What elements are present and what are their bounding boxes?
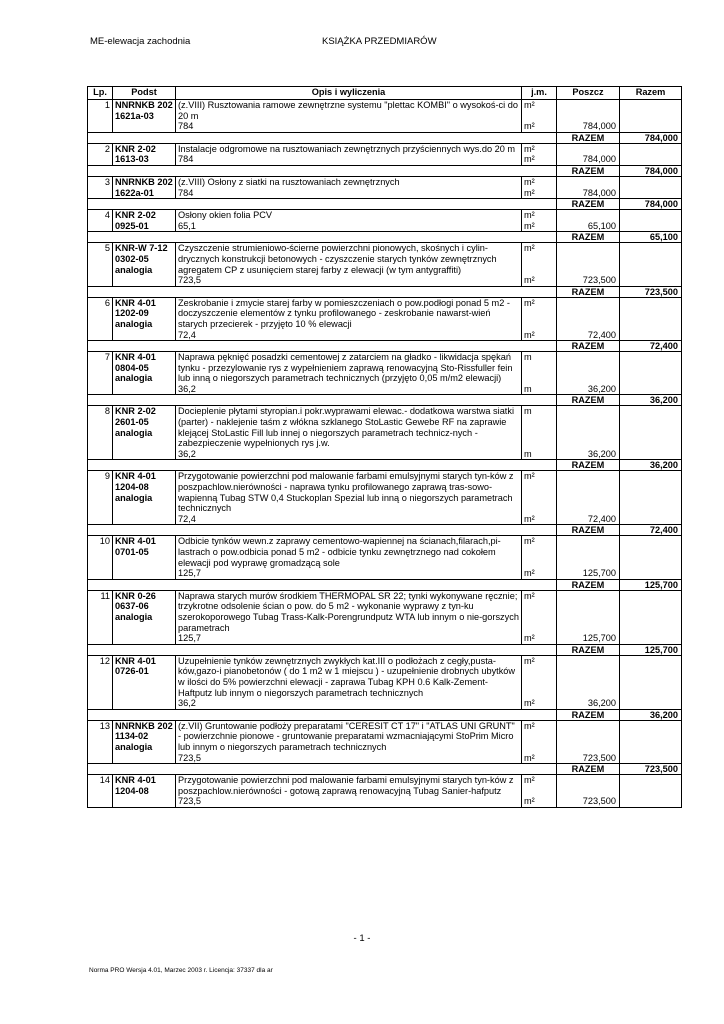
item-description: (z.VIII) Osłony z siatki na rusztowaniach zewnętrznych [178,176,400,187]
item-unit: m² [524,471,535,482]
item-quantity-formula: 72,4 [178,513,196,524]
table-row [88,406,682,460]
sum-label: RAZEM [557,232,620,243]
item-number: 6 [88,297,113,340]
item-number: 5 [88,243,113,286]
sum-value: 784,000 [620,132,682,143]
item-poszcz-value: 723,500 [582,796,616,807]
item-number: 12 [88,655,113,709]
item-description-cell [176,406,522,460]
item-quantity-formula: 723,5 [178,752,201,763]
item-unit-cell [522,243,557,286]
item-poszcz-cell [557,176,620,198]
item-description: Instalacje odgromowe na rusztowaniach zewnętrznych przyściennych wys.do 20 m [178,143,516,154]
item-quantity-formula: 125,7 [178,568,201,579]
item-quantity-formula: 36,2 [178,383,196,394]
item-unit-repeat: m² [524,187,535,198]
item-poszcz-cell [557,352,620,395]
document-header-left: ME-elewacja zachodnia [90,36,191,47]
item-description: (z.VIII) Rusztowania ramowe zewnętrzne systemu "plettac KOMBI" o wysokoś-ci do 20 m [178,100,518,121]
item-basis: KNR 0-26 0637-06 analogia [113,590,176,644]
item-basis: KNR 2-02 1613-03 [113,143,176,165]
item-number: 4 [88,210,113,232]
item-poszcz-value: 784,000 [582,121,616,132]
column-header-poszcz: Poszcz [557,87,620,100]
table-row [88,471,682,525]
sum-row-spacer [88,232,557,243]
sum-row-spacer [88,525,557,536]
item-poszcz-cell [557,590,620,644]
item-description-cell [176,536,522,579]
item-unit: m² [524,100,535,110]
item-description-cell [176,352,522,395]
item-basis: NNRNKB 202 1622a-01 [113,176,176,198]
sum-row-spacer [88,341,557,352]
sum-row [88,525,682,536]
column-header-opis: Opis i wyliczenia [176,87,522,100]
column-header-jm: j.m. [522,87,557,100]
sum-value: 65,100 [620,232,682,243]
item-poszcz-value: 72,400 [587,329,616,340]
item-razem-cell [620,352,682,395]
item-basis: KNR 2-02 0925-01 [113,210,176,232]
item-unit-repeat: m² [524,513,535,524]
sum-label: RAZEM [557,460,620,471]
item-basis: NNRNKB 202 1134-02 analogia [113,720,176,763]
item-poszcz-cell [557,243,620,286]
item-quantity-formula: 723,5 [178,796,201,807]
item-unit: m² [524,720,535,731]
sum-row [88,460,682,471]
sum-value: 784,000 [620,165,682,176]
sum-value: 125,700 [620,579,682,590]
item-description-cell [176,143,522,165]
item-unit: m² [524,655,535,666]
sum-label: RAZEM [557,199,620,210]
sum-label: RAZEM [557,644,620,655]
sum-row [88,286,682,297]
sum-value: 784,000 [620,199,682,210]
sum-value: 36,200 [620,709,682,720]
item-unit-cell [522,655,557,709]
item-razem-cell [620,536,682,579]
item-number: 13 [88,720,113,763]
item-poszcz-cell [557,720,620,763]
sum-label: RAZEM [557,525,620,536]
item-description: Odbicie tynków wewn.z zaprawy cementowo-wapiennej na ścianach,filarach,pi-lastrach o pow.odbicia ponad 5 m2 - odbicie tynku zewnętrznego nad cokołem elewacji pod wyprawę gromadzącą sole [178,536,501,568]
item-quantity-formula: 723,5 [178,275,201,286]
item-unit: m [524,352,532,363]
item-razem-cell [620,143,682,165]
item-quantity-formula: 784 [178,187,194,198]
sum-row-spacer [88,644,557,655]
table-row [88,536,682,579]
table-row [88,143,682,165]
item-description-cell [176,176,522,198]
sum-value: 723,500 [620,286,682,297]
item-description: Przygotowanie powierzchni pod malowanie farbami emulsyjnymi starych tyn-ków z poszpachlow.nierówności - gotową zaprawą renowacyjną Tubag Sanier-hafputz [178,775,514,796]
item-unit-repeat: m² [524,796,535,807]
sum-row [88,199,682,210]
sum-label: RAZEM [557,579,620,590]
column-header-razem: Razem [620,87,682,100]
sum-value: 72,400 [620,525,682,536]
item-description-cell [176,775,522,808]
item-description: Osłony okien folia PCV [178,210,272,221]
item-unit: m² [524,176,535,187]
item-basis: KNR 2-02 2601-05 analogia [113,406,176,460]
item-unit-cell [522,406,557,460]
sum-row-spacer [88,709,557,720]
item-number: 2 [88,143,113,165]
item-description: Zeskrobanie i zmycie starej farby w pomieszczeniach o pow.podłogi ponad 5 m2 - doczyszczenie elementów z tynku profilowanego - zeskrobanie nawarst-wień starych przecierek - przyjęto 10 % elewacji [178,297,510,329]
sum-label: RAZEM [557,709,620,720]
item-basis: KNR-W 7-12 0302-05 analogia [113,243,176,286]
item-basis: KNR 4-01 0701-05 [113,536,176,579]
item-unit-cell [522,143,557,165]
przedmiar-table [87,86,682,808]
item-description-cell [176,210,522,232]
sum-row [88,579,682,590]
sum-row-spacer [88,460,557,471]
table-row [88,100,682,133]
item-unit-repeat: m² [524,275,535,286]
item-description-cell [176,297,522,340]
item-unit-cell [522,297,557,340]
item-unit-repeat: m [524,448,532,459]
item-unit: m² [524,590,535,601]
sum-row [88,644,682,655]
item-number: 14 [88,775,113,808]
sum-value: 125,700 [620,644,682,655]
sum-label: RAZEM [557,132,620,143]
item-unit-repeat: m² [524,568,535,579]
sum-row [88,395,682,406]
item-description: Uzupełnienie tynków zewnętrznych zwykłych kat.III o podłożach z cegły,pusta-ków,gazo-i pianobetonów ( do 1 m2 w 1 miejscu ) - uzupełnienie drobnych ubytków w ilości do 5% powierzchni elewacji - zaprawa Tubag KPH 0.6 Kalk-Zement-Haftputz lub innym o niegorszych parametrach technicznych [178,655,516,698]
sum-row [88,132,682,143]
table-row [88,297,682,340]
item-quantity-formula: 36,2 [178,698,196,709]
sum-value: 36,200 [620,395,682,406]
column-header-podst: Podst [113,87,176,100]
item-number: 10 [88,536,113,579]
sum-row [88,341,682,352]
item-number: 8 [88,406,113,460]
item-poszcz-cell [557,536,620,579]
sum-label: RAZEM [557,286,620,297]
item-unit-repeat: m² [524,154,535,165]
table-row [88,210,682,232]
sum-row [88,709,682,720]
item-unit-cell [522,210,557,232]
item-basis: KNR 4-01 1204-08 analogia [113,471,176,525]
item-razem-cell [620,210,682,232]
item-unit-cell [522,176,557,198]
table-header-row [88,87,682,100]
item-unit-cell [522,536,557,579]
item-basis: KNR 4-01 0726-01 [113,655,176,709]
sum-label: RAZEM [557,341,620,352]
item-description-cell [176,471,522,525]
sum-value: 72,400 [620,341,682,352]
item-unit-repeat: m² [524,220,535,231]
item-number: 9 [88,471,113,525]
table-row [88,176,682,198]
item-description-cell [176,590,522,644]
page-number: - 1 - [353,933,371,944]
item-description-cell [176,720,522,763]
item-unit-repeat: m² [524,121,535,132]
item-description: Naprawa starych murów środkiem THERMOPAL SR 22; tynki wykonywane ręcznie; trzykrotne odsolenie ścian o pow. do 5 m2 - wykonanie wyprawy z tyn-ku szerokoporowego Tubag Trass-Kalk-Porengrundputz WTA lub innym o nie-gorszych parametrach [178,590,519,633]
table-row [88,775,682,808]
item-razem-cell [620,243,682,286]
item-basis: NNRNKB 202 1621a-03 [113,100,176,133]
sum-label: RAZEM [557,165,620,176]
item-description-cell [176,243,522,286]
item-unit-repeat: m [524,383,532,394]
item-description: Czyszczenie strumieniowo-ścierne powierzchni pionowych, skośnych i cylin-drycznych konstrukcji betonowych - czyszczenie starych tynków zewnętrznych agregatem CP z usunięciem starej farby z elewacji (w tym antygraffiti) [178,243,497,275]
item-unit: m² [524,243,535,254]
sum-row-spacer [88,395,557,406]
sum-row [88,232,682,243]
table-row [88,720,682,763]
sum-row-spacer [88,199,557,210]
sum-row [88,764,682,775]
item-quantity-formula: 36,2 [178,448,196,459]
item-poszcz-cell [557,775,620,808]
item-poszcz-cell [557,100,620,133]
item-poszcz-value: 36,200 [587,698,616,709]
item-poszcz-value: 65,100 [587,220,616,231]
item-unit-repeat: m² [524,698,535,709]
table-row [88,352,682,395]
item-unit: m² [524,536,535,547]
item-unit-repeat: m² [524,329,535,340]
item-basis: KNR 4-01 0804-05 analogia [113,352,176,395]
sum-label: RAZEM [557,395,620,406]
software-footer: Norma PRO Wersja 4.01, Marzec 2003 r. Licencja: 37337 dla ar [89,967,273,974]
item-number: 11 [88,590,113,644]
item-poszcz-value: 125,700 [582,633,616,644]
document-header-title: KSIĄŻKA PRZEDMIARÓW [322,36,437,47]
item-poszcz-cell [557,210,620,232]
item-poszcz-value: 36,200 [587,448,616,459]
item-unit: m² [524,297,535,308]
item-razem-cell [620,655,682,709]
sum-row-spacer [88,165,557,176]
item-basis: KNR 4-01 1204-08 [113,775,176,808]
item-poszcz-value: 723,500 [582,752,616,763]
item-unit-cell [522,590,557,644]
item-poszcz-value: 72,400 [587,513,616,524]
column-header-lp: Lp. [88,87,113,100]
item-description-cell [176,655,522,709]
item-unit-cell [522,775,557,808]
sum-value: 36,200 [620,460,682,471]
sum-label: RAZEM [557,764,620,775]
item-description: Przygotowanie powierzchni pod malowanie farbami emulsyjnymi starych tyn-ków z poszpachlow.nierówności - naprawa tynku profilowanego zaprawą tras-sowo-wapienną Tubag STW 0,4 Stuckoplan Spezial lub inną o niegorszych parametrach technicznych [178,471,514,514]
sum-row-spacer [88,132,557,143]
item-poszcz-value: 125,700 [582,568,616,579]
item-description: Naprawa pęknięć posadzki cementowej z zatarciem na gładko - likwidacja spękań tynku - przezylowanie rys z wypełnieniem zaprawą renowacyjną Sto-Rissfuller fein lub inną o niegorszych parametrach technicznych (przyjęto 0,05 m/m2 elewacji) [178,352,513,384]
item-poszcz-value: 784,000 [582,154,616,165]
item-poszcz-cell [557,297,620,340]
item-poszcz-cell [557,655,620,709]
item-poszcz-cell [557,143,620,165]
item-poszcz-value: 36,200 [587,383,616,394]
item-number: 7 [88,352,113,395]
item-quantity-formula: 784 [178,121,194,132]
item-unit: m² [524,143,535,154]
item-description-cell [176,100,522,133]
table-row [88,655,682,709]
item-number: 3 [88,176,113,198]
item-quantity-formula: 784 [178,154,194,165]
item-razem-cell [620,297,682,340]
item-unit: m² [524,210,535,221]
sum-row-spacer [88,286,557,297]
item-razem-cell [620,176,682,198]
table-row [88,590,682,644]
item-quantity-formula: 72,4 [178,329,196,340]
item-poszcz-cell [557,406,620,460]
item-quantity-formula: 65,1 [178,220,196,231]
item-razem-cell [620,406,682,460]
item-poszcz-value: 723,500 [582,275,616,286]
item-razem-cell [620,471,682,525]
item-razem-cell [620,590,682,644]
item-unit: m² [524,775,535,786]
table-body [88,100,682,808]
sum-value: 723,500 [620,764,682,775]
sum-row-spacer [88,764,557,775]
item-unit-repeat: m² [524,752,535,763]
item-unit-cell [522,352,557,395]
table-row [88,243,682,286]
item-quantity-formula: 125,7 [178,633,201,644]
item-basis: KNR 4-01 1202-09 analogia [113,297,176,340]
item-description: (z.VII) Gruntowanie podłoży preparatami "CERESIT CT 17" i "ATLAS UNI GRUNT" - powierzchnie pionowe - gruntowanie preparatami wzmacniającymi StoPrim Micro lub innym o niegorszych parametrach technicznych [178,720,515,752]
item-razem-cell [620,100,682,133]
item-unit: m [524,406,532,417]
item-description: Docieplenie płytami styropian.i pokr.wyprawami elewac.- dodatkowa warstwa siatki (parter) - naklejenie taśm z włókna szklanego StoLastic Gewebe RF na zaprawie klejącej StoLastic Fill lub innej o niegorszych parametrach technicz-nych - zabezpieczenie wypełnionych rys j.w. [178,406,514,449]
item-poszcz-value: 784,000 [582,187,616,198]
item-unit-cell [522,100,557,133]
item-razem-cell [620,775,682,808]
item-unit-cell [522,720,557,763]
sum-row [88,165,682,176]
item-razem-cell [620,720,682,763]
sum-row-spacer [88,579,557,590]
item-poszcz-cell [557,471,620,525]
item-unit-repeat: m² [524,633,535,644]
item-number: 1 [88,100,113,133]
item-unit-cell [522,471,557,525]
